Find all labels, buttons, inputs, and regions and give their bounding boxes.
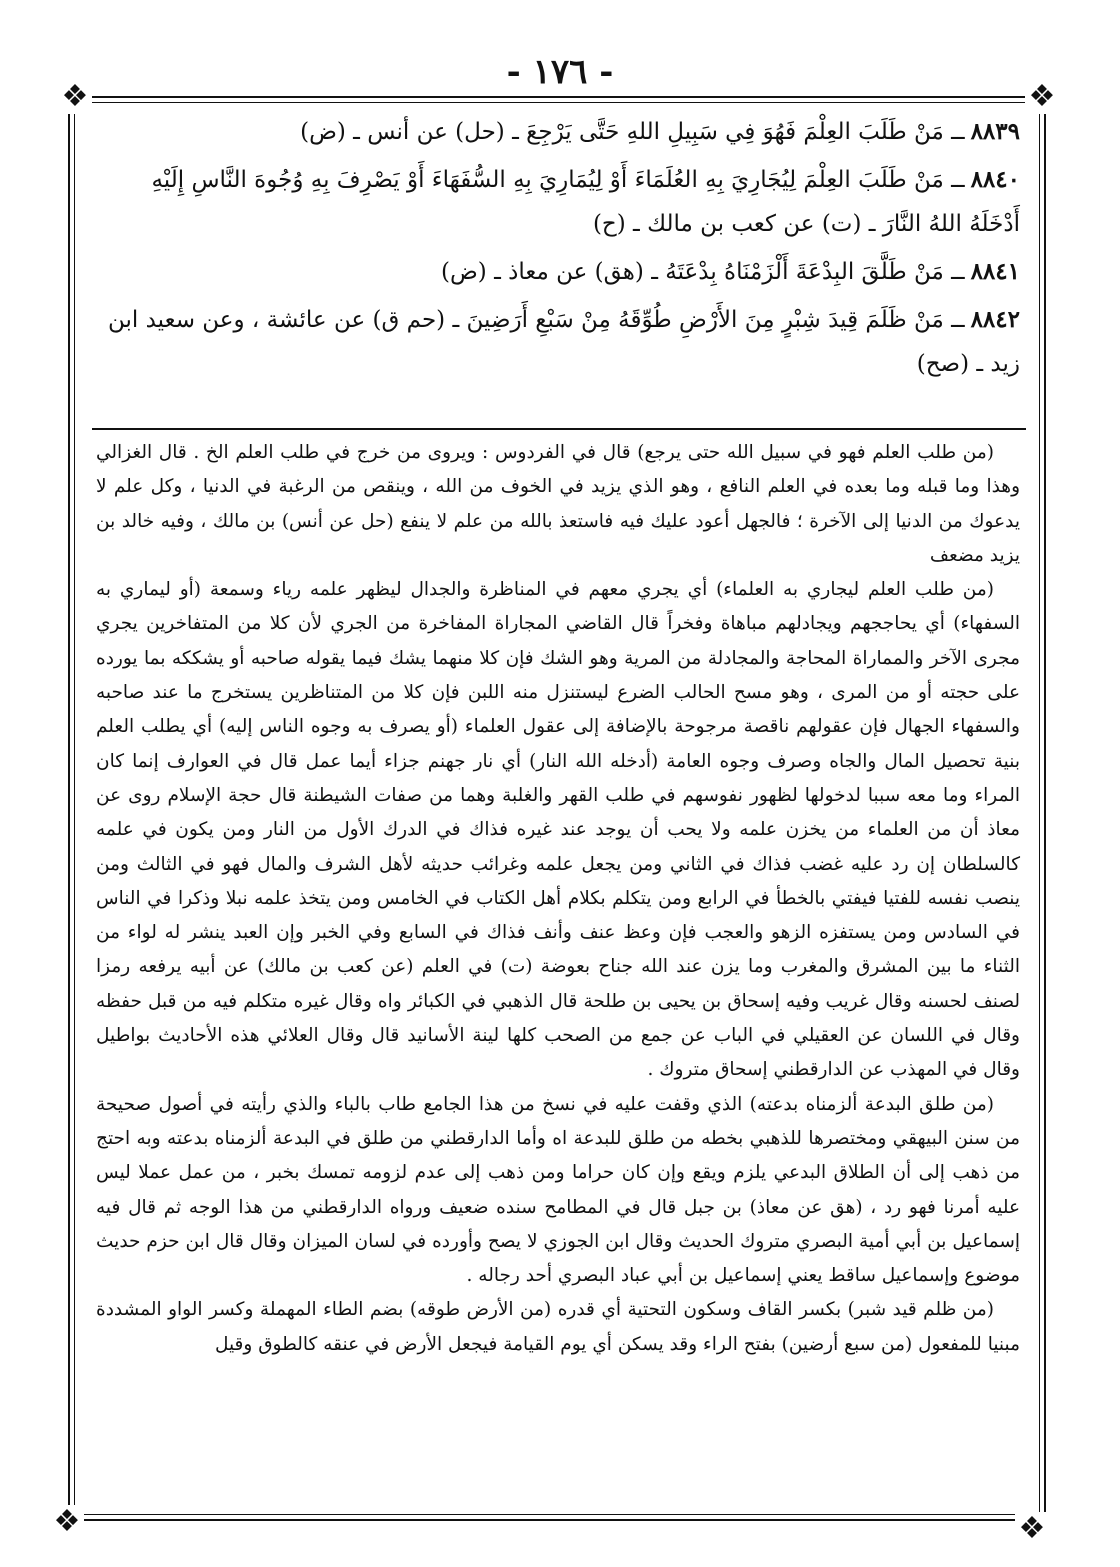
hadith-number: ٨٨٣٩	[970, 118, 1020, 145]
page-number: - ١٧٦ -	[506, 52, 614, 92]
corner-ornament-icon: ❖	[58, 80, 92, 114]
hadith-text: ــ مَنْ طَلَبَ العِلْمَ لِيُجَارِيَ بِهِ العُلَمَاءَ أَوْ لِيُمَارِيَ بِهِ السُّفَهَاءَ أَوْ يَصْرِفَ بِهِ وُجُوهَ النَّاسِ إِلَيْهِ أَدْخَلَهُ اللهُ النَّارَ ـ (ت) عن كعب بن مالك ـ (ح)	[151, 167, 1020, 237]
hadith-item	[96, 298, 1020, 386]
hadith-number: ٨٨٤٢	[970, 306, 1020, 333]
section-divider	[92, 428, 1026, 430]
commentary-paragraph: (من طلب العلم فهو في سبيل الله حتى يرجع) قال في الفردوس : ويروى من خرج في طلب العلم الخ . قال الغزالي وهذا وما قبله وما بعده في العلم النافع ، وهو الذي يزيد في الخوف من الله ، وينقص من الرغبة في الدنيا ، وكل علم لا يدعوك من الدنيا إلى الآخرة ؛ فالجهل أعود عليك فيه فاستعذ بالله من علم لا ينفع (حل عن أنس) بن مالك ، وفيه خالد بن يزيد مضعف	[96, 442, 1020, 566]
corner-ornament-icon: ❖	[1015, 1512, 1049, 1546]
hadith-text: ــ مَنْ طَلَّقَ البِدْعَةَ أَلْزَمْنَاهُ بِدْعَتَهُ ـ (هق) عن معاذ ـ (ض)	[441, 259, 965, 285]
hadith-text: ــ مَنْ ظَلَمَ قِيدَ شِبْرٍ مِنَ الأَرْضِ طُوِّقَهُ مِنْ سَبْعِ أَرَضِينَ ـ (حم ق) عن عائشة ، وعن سعيد ابن زيد ـ (صح)	[107, 307, 1020, 377]
corner-ornament-icon: ❖	[50, 1505, 84, 1539]
corner-ornament-icon: ❖	[1025, 80, 1059, 114]
commentary-paragraph: (من طلب العلم ليجاري به العلماء) أي يجري معهم في المناظرة والجدال ليظهر علمه رياء وسمعة (أو ليماري به السفهاء) أي يحاججهم ويجادلهم مباهاة وفخراً قال القاضي المجاراة المفاخرة من الجري لأن كلا من المتفاخرين يجري مجرى الآخر والمماراة المحاجة والمجادلة من المرية وهو الشك فإن كلا منهما يشك فيما يقوله صاحبه أو يشككه بما يورده على حجته أو من المرى ، وهو مسح الحالب الضرع ليستنزل منه اللبن فإن كلا من المتناظرين يستخرج ما عند صاحبه والسفهاء الجهال فإن عقولهم ناقصة مرجوحة بالإضافة إلى عقول العلماء (أو يصرف به وجوه الناس إليه) أي يطلب العلم بنية تحصيل المال والجاه وصرف وجوه العامة (أدخله الله النار) أي نار جهنم جزاء أيما عمل قال في العوارف إنما كان المراء وما معه سببا لدخولها لظهور نفوسهم في طلب القهر والغلبة وهما من صفات الشيطنة قال حجة الإسلام روى عن معاذ أن من العلماء من يخزن علمه ولا يحب أن يوجد عند غيره فذاك في الدرك الأول من النار ومن يكون في علمه كالسلطان إن رد عليه غضب فذاك في الثاني ومن يجعل علمه وغرائب حديثه لأهل الشرف والمال فهو في الثالث ومن ينصب نفسه للفتيا فيفتي بالخطأ في الرابع ومن يتكلم بكلام أهل الكتاب في الخامس ومن يتخذ علمه نبلا وذكرا في الناس في السادس ومن يستفزه الزهو والعجب فإن وعظ عنف وأنف فذاك في السابع وفي الخبر وإن العبد ينشر له لواء من الثناء ما بين المشرق والمغرب وما يزن عند الله جناح بعوضة (ت) في العلم (عن كعب بن مالك) عن أبيه يرفعه رمزا لصنف لحسنه وقال غريب وفيه إسحاق بن يحيى بن طلحة قال الذهبي في الكبائر واه وقال غيره متكلم فيه من قبل حفظه وقال في اللسان عن العقيلي في الباب عن جمع من الصحب كلها لينة الأسانيد قال وقال العلائي هذه الأحاديث بواطيل وقال في المهذب عن الدارقطني إسحاق متروك .	[96, 579, 1020, 1081]
hadith-text: ــ مَنْ طَلَبَ العِلْمَ فَهُوَ فِي سَبِيلِ اللهِ حَتَّى يَرْجِعَ ـ (حل) عن أنس ـ (ض)	[300, 119, 965, 145]
hadith-item	[96, 250, 1020, 294]
hadith-list	[96, 110, 1020, 390]
hadith-item	[96, 158, 1020, 246]
commentary-paragraph: (من ظلم قيد شبر) بكسر القاف وسكون التحتية أي قدره (من الأرض طوقه) بضم الطاء المهملة وكسر الواو المشددة مبنيا للمفعول (من سبع أرضين) بفتح الراء وقد يسكن أي يوم القيامة فيجعل الأرض في عنقه كالطوق وقيل	[96, 1299, 1020, 1355]
hadith-number: ٨٨٤١	[970, 258, 1020, 285]
hadith-number: ٨٨٤٠	[970, 166, 1020, 193]
commentary	[96, 436, 1020, 1362]
commentary-paragraph: (من طلق البدعة ألزمناه بدعته) الذي وقفت عليه في نسخ من هذا الجامع طاب بالباء والذي رأيته في أصول صحيحة من سنن البيهقي ومختصرها للذهبي بخطه من طلق للبدعة اه وأما الدارقطني من طلق في البدعة ألزمناه بدعته وبه احتج من ذهب إلى أن الطلاق البدعي يلزم ويقع وإن كان حراما ومن ذهب إلى عدم لزومه تمسك بخبر ، من عمل عملا ليس عليه أمرنا فهو رد ، (هق عن معاذ) بن جبل قال في المطامح سنده ضعيف ورواه الدارقطني من هذا الوجه ثم قال فيه إسماعيل بن أبي أمية البصري متروك الحديث وقال ابن الجوزي لا يصح وأورده في لسان الميزان وقال قال ابن حزم حديث موضوع وإسماعيل ساقط يعني إسماعيل بن أبي عباد البصري أحد رجاله .	[96, 1093, 1020, 1287]
hadith-item	[96, 110, 1020, 154]
